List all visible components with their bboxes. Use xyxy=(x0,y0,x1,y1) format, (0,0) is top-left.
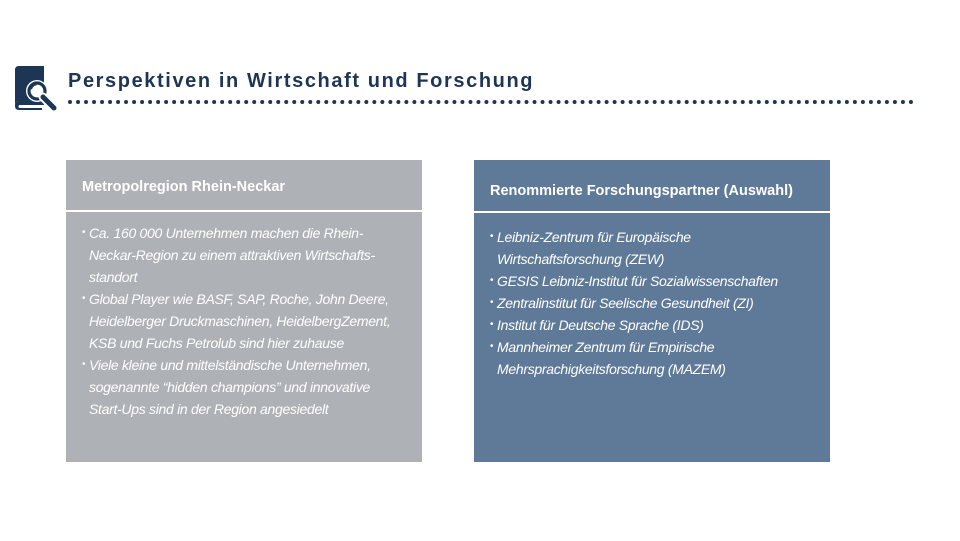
bullet-item xyxy=(490,270,822,292)
bullet-item xyxy=(82,288,414,354)
bullet-point: • xyxy=(490,341,494,352)
bullet-text-line: Start-Ups sind in der Region angesiedelt xyxy=(89,401,329,417)
bullet-text-line: GESIS Leibniz-Institut für Sozialwissenschaften xyxy=(497,273,778,289)
bullet-text-line: standort xyxy=(89,269,138,285)
bullet-text-line: Institut für Deutsche Sprache (IDS) xyxy=(497,317,704,333)
bullet-text-line: Viele kleine und mittelständische Unternehmen, xyxy=(89,357,371,373)
bullet-point: • xyxy=(490,297,494,308)
bullet-text-line: Zentralinstitut für Seelische Gesundheit (ZI) xyxy=(497,295,754,311)
card-metropolregion xyxy=(66,160,422,462)
bullet-list xyxy=(490,226,822,380)
bullet-item xyxy=(82,354,414,420)
bullet-text-line: Neckar-Region zu einem attraktiven Wirtschafts- xyxy=(89,247,375,263)
card-forschungspartner xyxy=(474,160,830,462)
bullet-text-line: Ca. 160 000 Unternehmen machen die Rhein- xyxy=(89,225,364,241)
card-divider xyxy=(66,210,422,212)
bullet-text-line: Wirtschaftsforschung (ZEW) xyxy=(497,251,665,267)
card-title: Metropolregion Rhein-Neckar xyxy=(82,179,286,195)
bullet-text-line: KSB und Fuchs Petrolub sind hier zuhause xyxy=(89,335,344,351)
card-divider xyxy=(474,211,830,213)
bullet-item xyxy=(490,314,822,336)
page-title: Perspektiven in Wirtschaft und Forschung xyxy=(68,70,535,92)
bullet-text-line: sogenannte “hidden champions” und innovative xyxy=(89,379,371,395)
bullet-point: • xyxy=(82,293,86,304)
bullet-point: • xyxy=(490,319,494,330)
bullet-text-line: Heidelberger Druckmaschinen, HeidelbergZement, xyxy=(89,313,391,329)
bullet-text-line: Mannheimer Zentrum für Empirische xyxy=(497,339,715,355)
bullet-item xyxy=(490,336,822,380)
bullet-text-line: Leibniz-Zentrum für Europäische xyxy=(497,229,691,245)
bullet-list xyxy=(82,222,414,420)
bullet-point: • xyxy=(82,227,86,238)
bullet-point: • xyxy=(82,359,86,370)
bullet-item xyxy=(490,292,822,314)
bullet-point: • xyxy=(490,231,494,242)
book-magnifier-icon xyxy=(11,64,61,114)
card-title: Renommierte Forschungspartner (Auswahl) xyxy=(490,183,793,199)
bullet-point: • xyxy=(490,275,494,286)
bullet-text-line: Global Player wie BASF, SAP, Roche, John Deere, xyxy=(89,291,389,307)
bullet-item xyxy=(82,222,414,288)
title-dotted-rule xyxy=(68,100,914,104)
bullet-text-line: Mehrsprachigkeitsforschung (MAZEM) xyxy=(497,361,726,377)
bullet-item xyxy=(490,226,822,270)
